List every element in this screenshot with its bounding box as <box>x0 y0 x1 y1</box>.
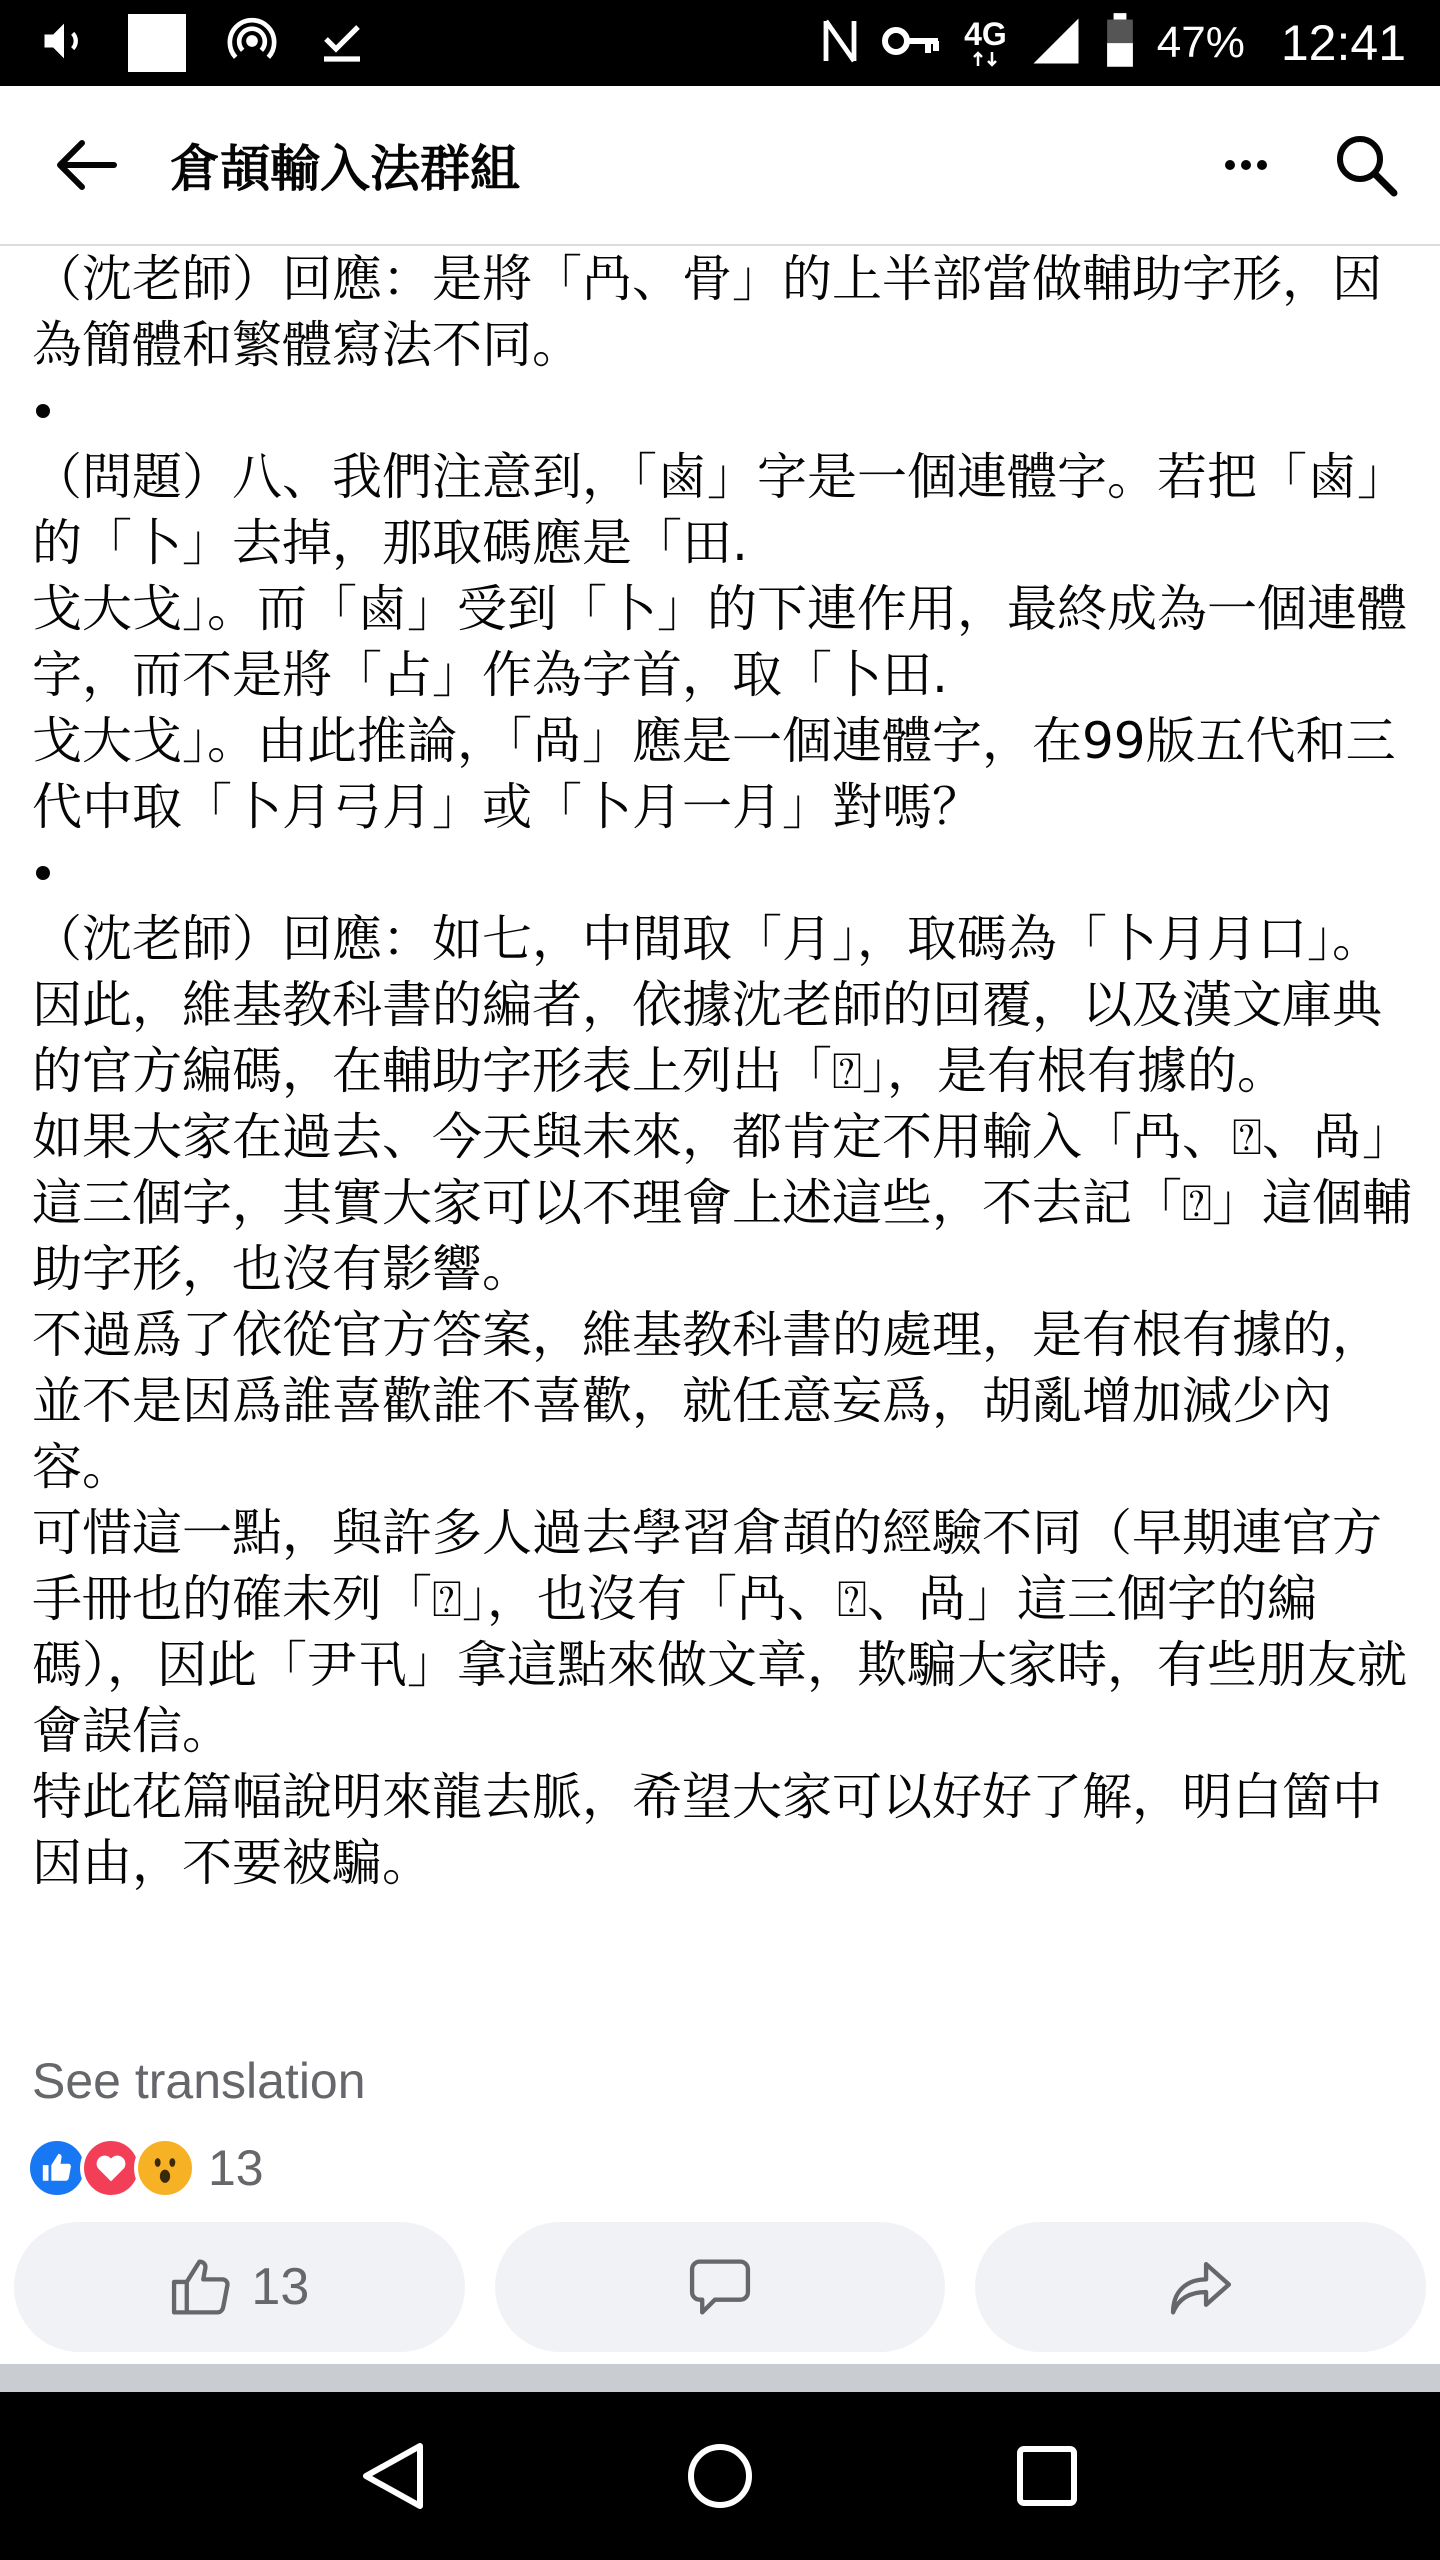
network-type: 4G <box>964 16 1007 52</box>
love-reaction-icon <box>80 2137 142 2199</box>
reaction-count: 13 <box>208 2140 264 2196</box>
volume-icon <box>38 15 90 71</box>
search-icon <box>1333 132 1399 198</box>
post-paragraph: （問題）八、我們注意到，「鹵」字是一個連體字。若把「鹵」的「卜」去掉，那取碼應是「田. <box>32 448 1407 572</box>
post-paragraph: 可惜這一點，與許多人過去學習倉頡的經驗不同（早期連官方手冊也的確未列「⍰」，也沒有「冎、⍰、咼」這三個字的編碼），因此「尹卂」拿這點來做文章，欺騙大家時，有些朋友就會誤信。 <box>32 1504 1407 1760</box>
status-bar <box>0 0 1440 86</box>
bullet-point <box>36 866 50 880</box>
comment-button[interactable] <box>495 2222 946 2352</box>
square-recents-icon <box>1016 2445 1078 2507</box>
triangle-back-icon <box>360 2440 426 2512</box>
hotspot-icon <box>224 13 280 73</box>
system-nav-bar <box>0 2392 1440 2560</box>
post-body <box>32 246 1416 1896</box>
like-reaction-icon <box>26 2137 88 2199</box>
nfc-icon <box>820 15 860 71</box>
like-button[interactable] <box>14 2222 465 2352</box>
thumbs-up-icon <box>169 2256 235 2318</box>
post-paragraph: 特此花篇幅說明來龍去脈，希望大家可以好好了解，明白箇中因由，不要被騙。 <box>32 1768 1382 1892</box>
app-header <box>0 86 1440 246</box>
post-paragraph: （沈老師）回應：如七，中間取「月」，取碼為「卜月月口」。 <box>32 910 1382 968</box>
key-icon <box>882 21 942 65</box>
post-paragraph: 戈大戈」。而「鹵」受到「卜」的下連作用，最終成為一個連體字，而不是將「占」作為字首，取「卜田. <box>32 580 1407 704</box>
back-button[interactable] <box>40 120 130 210</box>
download-check-icon <box>318 17 366 69</box>
wow-reaction-icon <box>134 2137 196 2199</box>
nav-recents-button[interactable] <box>997 2426 1097 2526</box>
see-translation-link[interactable]: See translation <box>32 2053 366 2109</box>
reactions-summary[interactable] <box>26 2136 264 2200</box>
back-arrow-icon <box>50 135 120 195</box>
page-title: 倉頡輸入法群組 <box>170 140 520 198</box>
nav-home-button[interactable] <box>670 2426 770 2526</box>
more-options-button[interactable] <box>1206 125 1286 205</box>
share-button[interactable] <box>975 2222 1426 2352</box>
battery-icon <box>1105 13 1135 73</box>
notification-square-icon <box>128 14 186 72</box>
post-paragraph: 因此，維基教科書的編者，依據沈老師的回覆，以及漢文庫典的官方編碼，在輔助字形表上列出「⍰」，是有根有據的。 <box>32 976 1382 1100</box>
battery-percent: 47% <box>1156 18 1245 67</box>
post-paragraph: 如果大家在過去、今天與未來，都肯定不用輸入「冎、⍰、咼」這三個字，其實大家可以不理會上述這些，不去記「⍰」這個輔助字形，也沒有影響。 <box>32 1108 1412 1298</box>
more-icon <box>1224 159 1268 171</box>
post-paragraph: （沈老師）回應：是將「冎、骨」的上半部當做輔助字形，因為簡體和繁體寫法不同。 <box>32 250 1382 374</box>
network-indicator <box>964 18 1007 68</box>
post-action-bar <box>14 2222 1426 2352</box>
bullet-point <box>36 404 50 418</box>
post-paragraph: 戈大戈」。由此推論，「咼」應是一個連體字，在99版五代和三代中取「卜月弓月」或「卜月一月」對嗎？ <box>32 712 1396 836</box>
nav-back-button[interactable] <box>343 2426 443 2526</box>
share-icon <box>1168 2256 1234 2318</box>
post-paragraph: 不過爲了依從官方答案，維基教科書的處理，是有根有據的，並不是因爲誰喜歡誰不喜歡，就任意妄爲，胡亂增加減少內容。 <box>32 1306 1382 1496</box>
circle-home-icon <box>685 2441 755 2511</box>
clock: 12:41 <box>1280 15 1406 71</box>
comment-icon <box>687 2256 753 2318</box>
signal-icon <box>1029 14 1083 72</box>
feed-divider <box>0 2364 1440 2392</box>
like-count: 13 <box>251 2258 310 2316</box>
search-button[interactable] <box>1326 125 1406 205</box>
